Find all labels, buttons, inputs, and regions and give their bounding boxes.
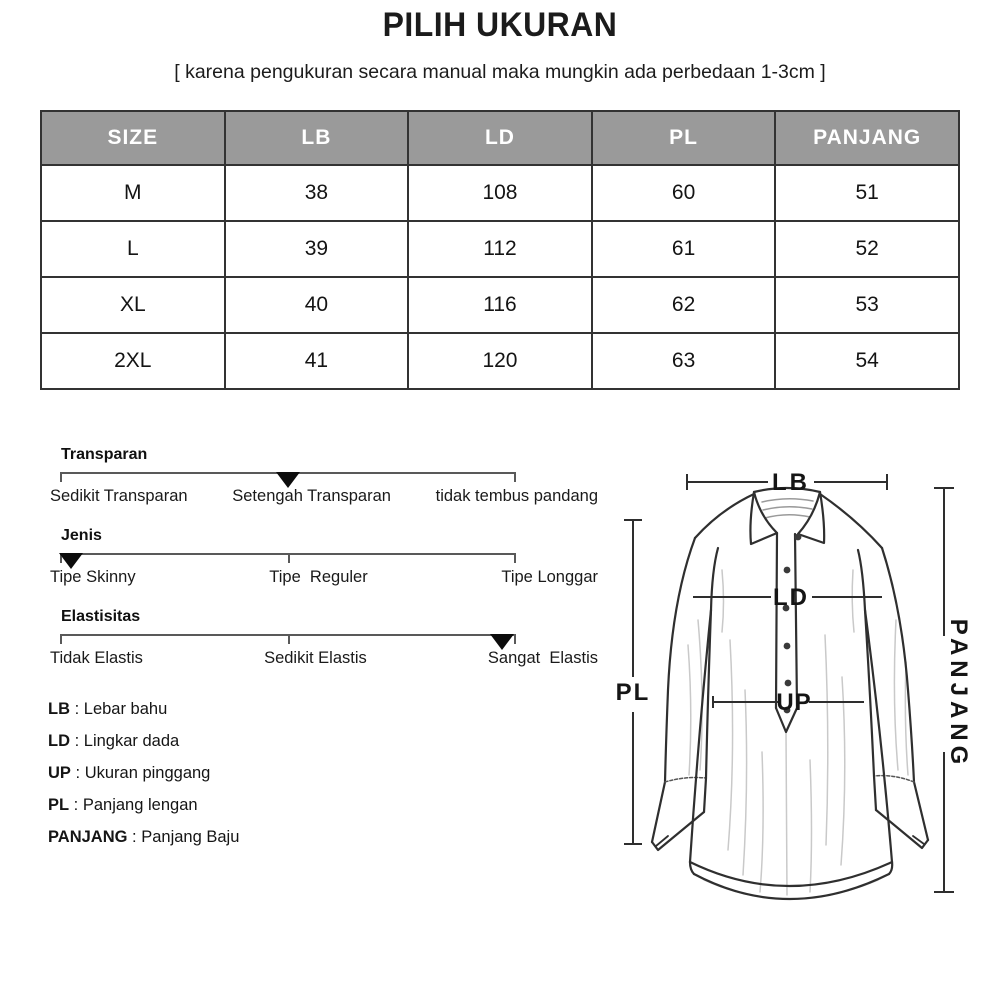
tick-end [514,472,516,482]
triangle-marker-icon [490,634,514,650]
scale-label-high: Tipe Longgar [501,568,598,586]
attribute-scales [40,446,640,689]
cell-size: XL [41,277,225,333]
scale-labels [50,568,598,587]
left-cuff-seam [665,778,706,783]
legend-abbr: PANJANG [48,828,128,846]
column-header-ld: LD [408,111,592,165]
scale-track [60,553,516,566]
diagram-label-ld: LD [773,584,809,611]
page-subtitle: [ karena pengukuran secara manual maka mungkin ada perbedaan 1-3cm ] [174,61,826,83]
diagram-label-lb: LB [772,469,810,496]
legend-separator: : [70,700,84,718]
diagram-label-up: UP [776,689,812,716]
size-table [40,110,960,390]
scale-elastisitas [40,608,640,668]
legend-separator: : [69,796,83,814]
scale-label-mid: Sedikit Elastis [264,649,367,667]
legend-abbr: LB [48,700,70,718]
tick-middle [288,553,290,563]
cell-ld: 116 [408,277,592,333]
right-shoulder [820,494,882,548]
tick-end [514,553,516,563]
button-icon [784,567,791,574]
legend-desc: Lebar bahu [83,700,168,718]
diagram-label-pl: PL [615,679,651,706]
left-sleeve-inner [706,548,718,778]
scale-labels [50,649,598,668]
legend-separator: : [70,764,85,782]
shirt-measurement-diagram [610,440,1000,1000]
table-row [41,221,959,277]
diagram-label-panjang: PANJANG [945,618,972,770]
cell-panjang: 54 [775,333,959,389]
legend-desc: Panjang lengan [82,796,198,814]
scale-track [60,472,516,485]
cell-ld: 120 [408,333,592,389]
column-header-size: SIZE [41,111,225,165]
cell-lb: 41 [225,333,409,389]
table-header-row [41,111,959,165]
legend-separator: : [70,732,84,750]
cell-ld: 108 [408,165,592,221]
legend-item-ld [48,732,239,751]
dimension-labels [616,469,972,769]
legend-desc: Panjang Baju [141,828,240,846]
triangle-marker-icon [276,472,300,488]
right-cuff-inner [874,776,876,810]
scale-track [60,634,516,647]
legend-item-pl [48,796,239,815]
cell-lb: 39 [225,221,409,277]
cell-pl: 60 [592,165,776,221]
scale-label-low: Tipe Skinny [50,568,136,586]
legend-item-lb [48,700,239,719]
cell-size: 2XL [41,333,225,389]
legend-abbr: UP [48,764,71,782]
scale-label-low: Sedikit Transparan [50,487,188,505]
legend-desc: Lingkar dada [83,732,180,750]
scale-label-high: Sangat Elastis [487,649,598,667]
left-cuff-inner [704,778,706,812]
legend-abbr: LD [48,732,70,750]
cell-panjang: 53 [775,277,959,333]
left-cuff-tip [652,812,704,850]
legend-item-panjang [48,828,239,847]
legend-item-up [48,764,239,783]
cell-lb: 40 [225,277,409,333]
scale-jenis [40,527,640,587]
legend-abbr: PL [48,796,70,814]
body-right-side [865,610,892,862]
scale-title: Transparan [61,446,148,463]
measurement-legend [48,700,239,860]
left-shoulder [695,494,754,538]
scale-label-high: tidak tembus pandang [435,487,598,505]
placket-left-edge [776,533,777,708]
scale-label-mid: Tipe Reguler [269,568,368,586]
scale-title: Jenis [61,527,102,544]
tick-start [60,472,62,482]
table-row [41,333,959,389]
size-table-body [41,165,959,389]
cell-panjang: 52 [775,221,959,277]
column-header-pl: PL [592,111,776,165]
table-row [41,277,959,333]
scale-transparan [40,446,640,506]
neckband-lines [762,499,813,518]
hem-upper-curve [690,862,892,886]
scale-labels [50,487,598,506]
cell-size: L [41,221,225,277]
column-header-panjang: PANJANG [775,111,959,165]
cell-lb: 38 [225,165,409,221]
left-sleeve-outer [652,538,695,842]
cell-panjang: 51 [775,165,959,221]
table-row [41,165,959,221]
tick-start [60,634,62,644]
cell-size: M [41,165,225,221]
scale-label-mid: Setengah Transparan [232,487,391,505]
scale-label-low: Tidak Elastis [50,649,143,667]
button-icon [784,643,791,650]
triangle-marker-icon [59,553,83,569]
legend-desc: Ukuran pinggang [84,764,211,782]
legend-separator: : [127,828,142,846]
tick-middle [288,634,290,644]
right-cuff-seam [874,776,914,782]
size-table-header [41,111,959,165]
cell-ld: 112 [408,221,592,277]
scale-title: Elastisitas [61,608,141,625]
column-header-lb: LB [225,111,409,165]
button-icon [785,680,792,687]
button-icon [795,534,802,541]
buttons [783,534,802,714]
cell-pl: 63 [592,333,776,389]
page-title: PILIH UKURAN [382,6,618,44]
cell-pl: 61 [592,221,776,277]
placket-right-edge [795,534,797,708]
wrinkle-lines [688,570,908,899]
cell-pl: 62 [592,277,776,333]
